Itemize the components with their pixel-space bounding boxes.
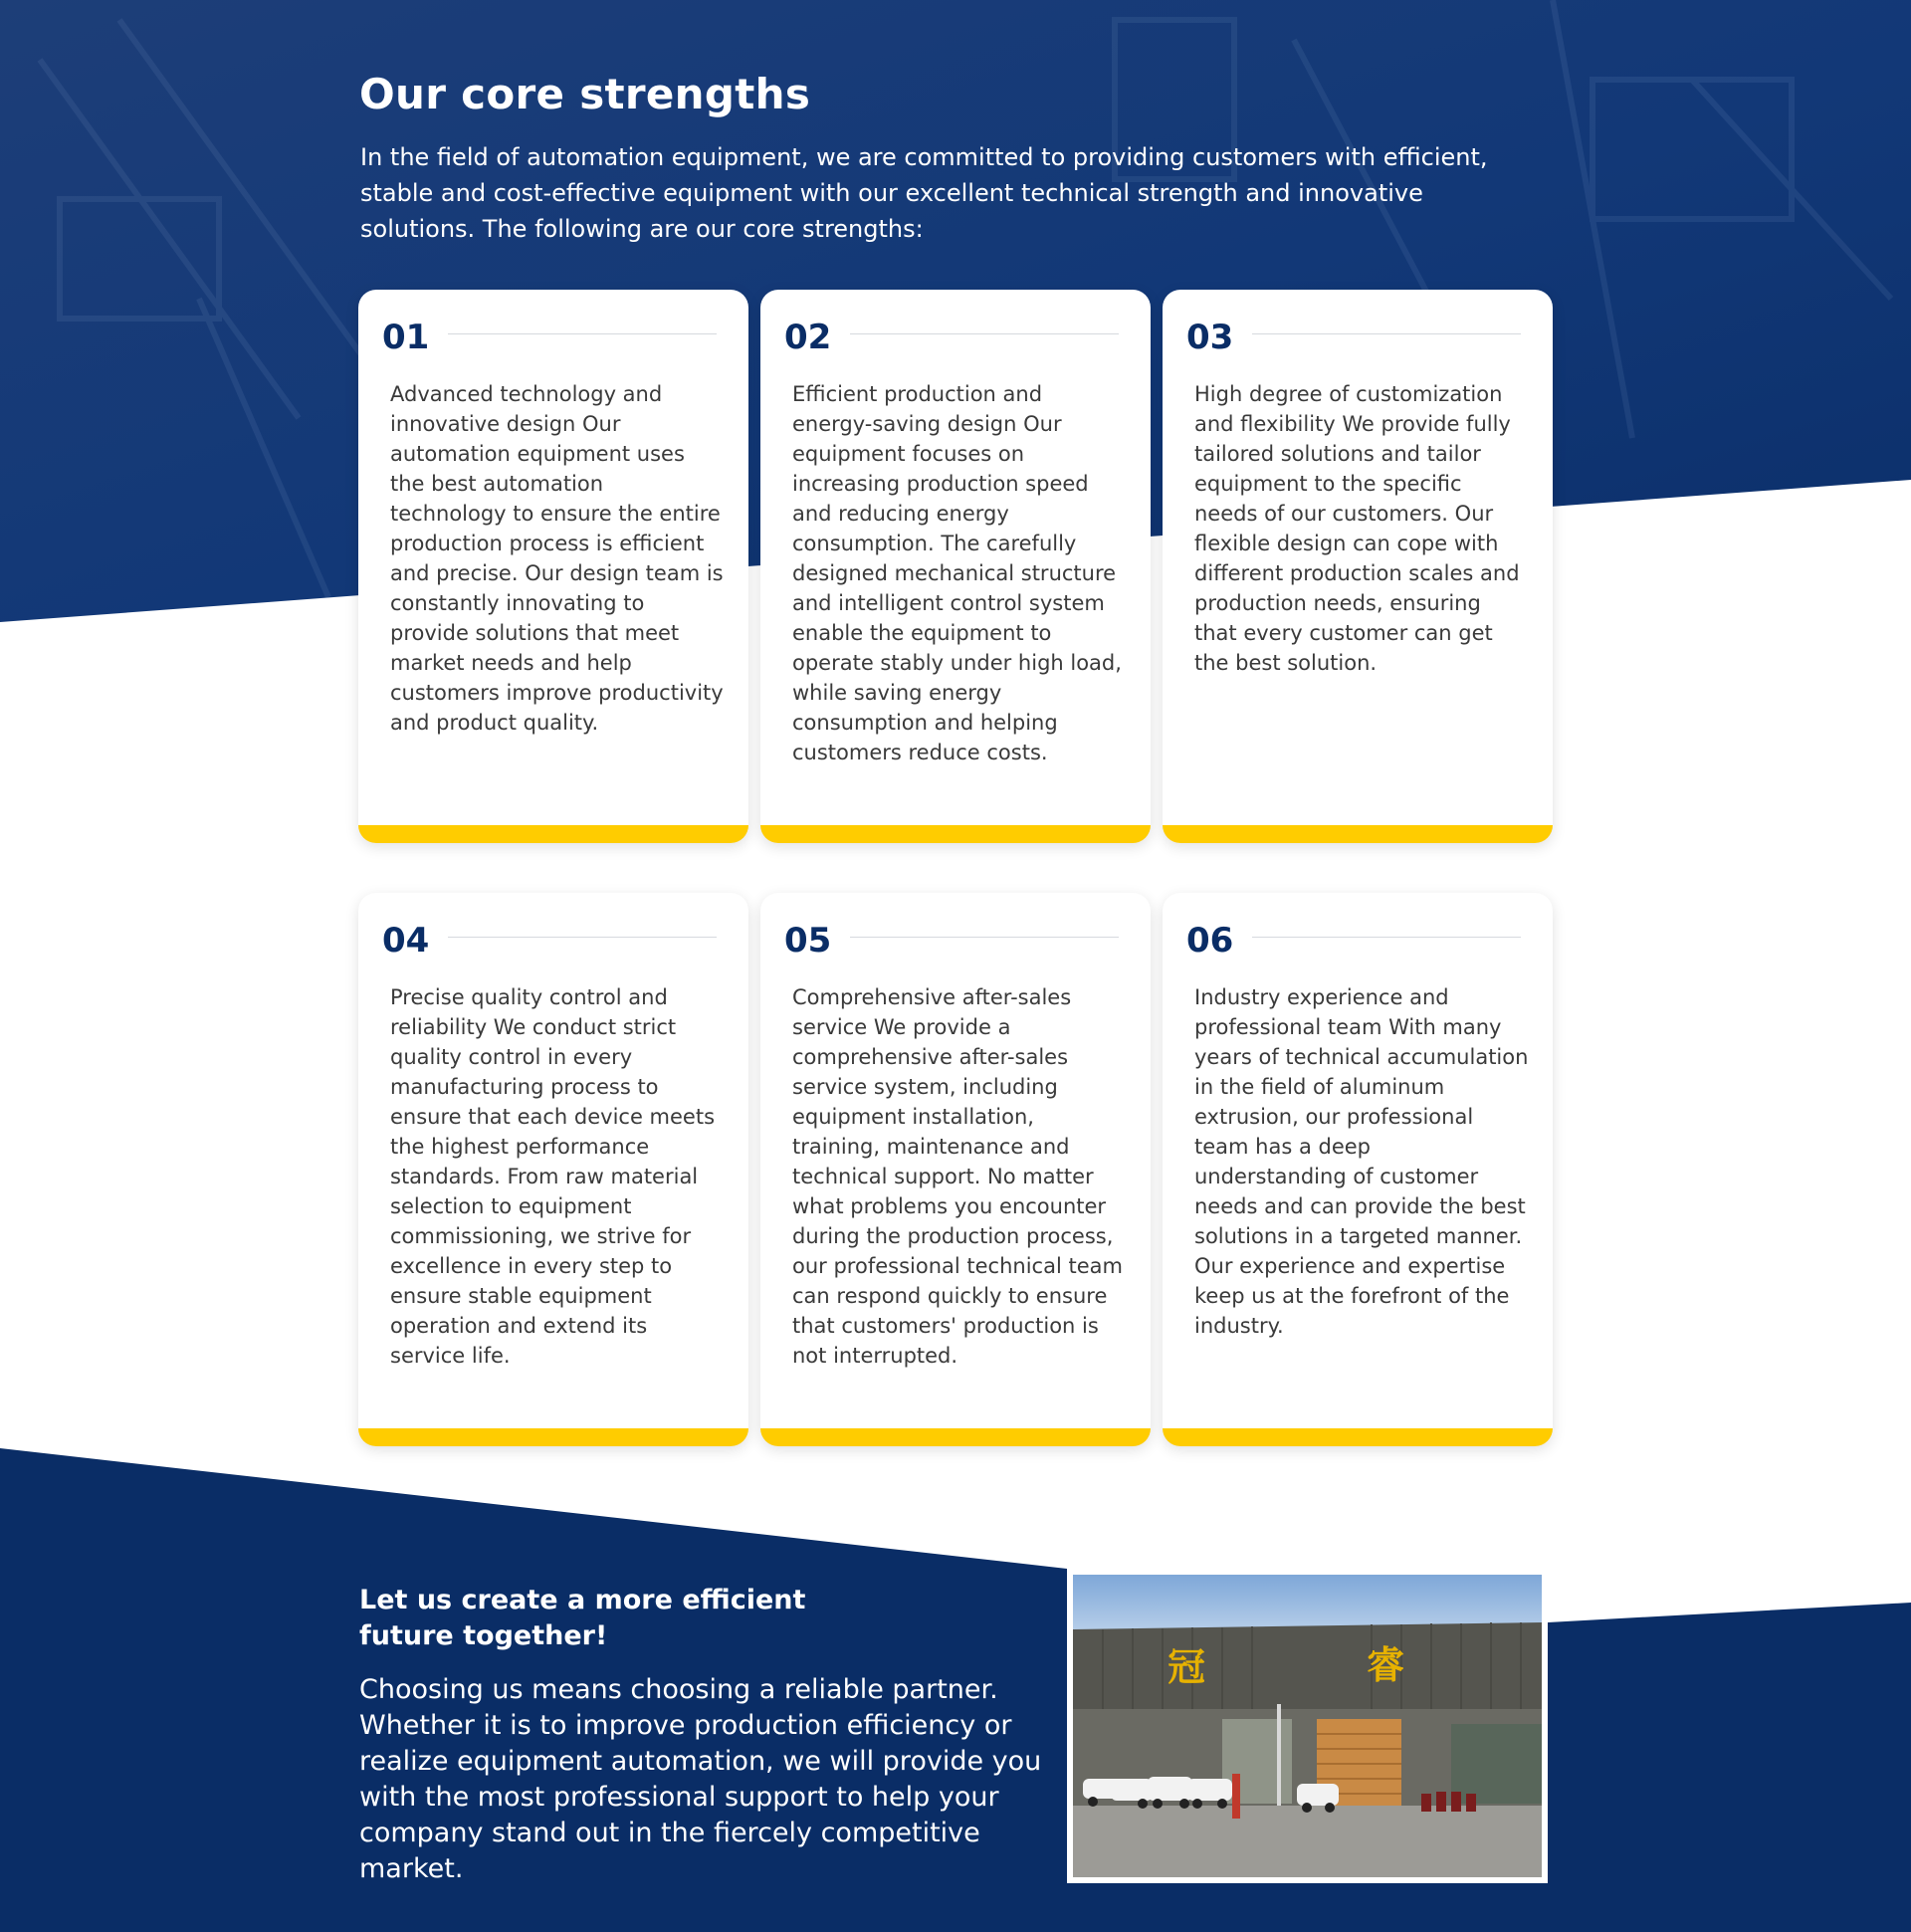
card-number: 04 xyxy=(382,921,430,961)
section-title: Our core strengths xyxy=(359,70,811,118)
card-divider xyxy=(1252,937,1521,938)
strength-card xyxy=(760,893,1151,1446)
card-header xyxy=(1186,318,1521,357)
strength-card xyxy=(1163,893,1553,1446)
card-number: 03 xyxy=(1186,318,1234,357)
strength-card xyxy=(358,290,748,843)
card-text: Efficient production and energy-saving design Our equipment focuses on increasing production speed and reducing energy consumption. The carefully designed mechanical structure and intelligent control system enable the equipment to operate stably under high load, while saving energy consumption and helping customers reduce costs. xyxy=(792,382,1122,764)
card-text: Industry experience and professional team With many years of technical accumulation in the field of aluminum extrusion, our professional team has a deep understanding of customer needs and can provide the best solutions in a targeted manner. Our experience and expertise keep us at the forefront of the industry. xyxy=(1194,985,1529,1338)
sign-left: 冠 xyxy=(1168,1645,1206,1689)
card-text: High degree of customization and flexibility We provide fully tailored solutions and tailor equipment to the specific needs of our customers. Our flexible design can cope with different production scales and production needs, ensuring that every customer can get the best solution. xyxy=(1194,382,1520,675)
card-number: 06 xyxy=(1186,921,1234,961)
cta-text: Choosing us means choosing a reliable partner. Whether it is to improve production efficiency or realize equipment automation, we will provide you with the most professional support to help your company stand out in the fiercely competitive market. xyxy=(359,1674,1042,1884)
card-text: Advanced technology and innovative design Our automation equipment uses the best automation technology to ensure the entire production process is efficient and precise. Our design team is constantly innovating to provide solutions that meet market needs and help customers improve productivity and product quality. xyxy=(390,382,724,735)
factory-illustration xyxy=(1073,1575,1542,1877)
card-divider xyxy=(448,333,717,334)
card-divider xyxy=(448,937,717,938)
strength-card xyxy=(760,290,1151,843)
card-header xyxy=(784,921,1119,961)
card-text: Precise quality control and reliability We conduct strict quality control in every manufacturing process to ensure that each device meets the highest performance standards. From raw material selection to equipment commissioning, we strive for excellence in every step to ensure stable equipment operation and extend its service life. xyxy=(390,985,716,1368)
sign-right: 睿 xyxy=(1367,1643,1405,1687)
strengths-grid xyxy=(358,290,1553,1446)
cta-title: Let us create a more efficient future together! xyxy=(359,1585,806,1651)
card-number: 05 xyxy=(784,921,832,961)
card-number: 01 xyxy=(382,318,430,357)
card-divider xyxy=(1252,333,1521,334)
section-intro: In the field of automation equipment, we are committed to providing customers with efficient, stable and cost-effective equipment with our excellent technical strength and innovative solutions. The following are our core strengths: xyxy=(360,143,1488,243)
strength-card xyxy=(358,893,748,1446)
card-text: Comprehensive after-sales service We provide a comprehensive after-sales service system, including equipment installation, training, maintenance and technical support. No matter what problems you encounter during the production process, our professional technical team can respond quickly to ensure that customers' production is not interrupted. xyxy=(792,985,1123,1368)
card-header xyxy=(382,318,717,357)
card-header xyxy=(382,921,717,961)
card-divider xyxy=(850,937,1119,938)
card-divider xyxy=(850,333,1119,334)
card-header xyxy=(1186,921,1521,961)
card-number: 02 xyxy=(784,318,832,357)
card-header xyxy=(784,318,1119,357)
strength-card xyxy=(1163,290,1553,843)
factory-photo xyxy=(1067,1569,1548,1883)
